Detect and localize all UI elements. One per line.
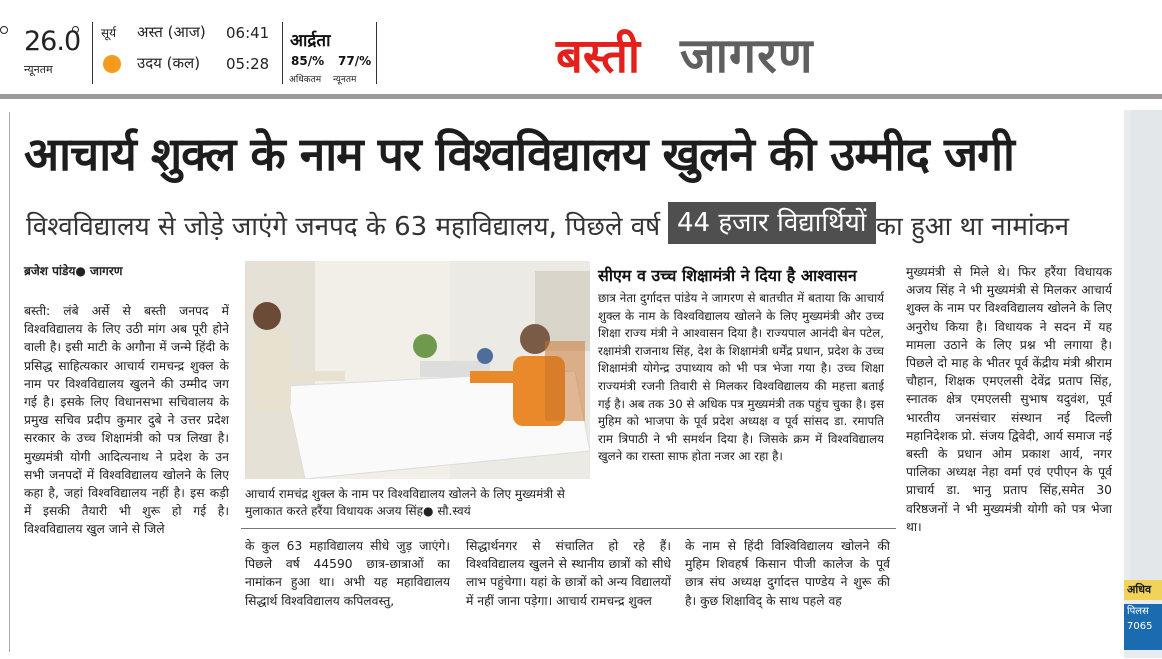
column-1 — [24, 302, 229, 642]
degree-icon — [72, 26, 79, 33]
sunset-label: अस्त (आज) — [137, 23, 206, 41]
column-5 — [906, 263, 1112, 643]
subheadline-highlight: 44 हजार विद्यार्थियों — [668, 202, 876, 244]
adjacent-ad-text: पिलस — [1127, 606, 1149, 617]
degree-icon — [0, 26, 8, 34]
humidity-min-label: न्यूनतम — [333, 75, 357, 85]
article-photo — [245, 261, 590, 479]
humidity-max: 85/% — [291, 54, 325, 68]
adjacent-photo — [1130, 110, 1162, 580]
sunrise-time: 05:28 — [226, 55, 270, 73]
left-margin-line — [0, 112, 10, 652]
headline: आचार्य शुक्ल के नाम पर विश्वविद्यालय खुलने की उम्मीद जगी — [24, 127, 1014, 181]
photo-caption: आचार्य रामचंद्र शुक्ल के नाम पर विश्वविद्यालय खोलने के लिए मुख्यमंत्री से मुलाकात करते हरैंया विधायक अजय सिंह● सौ.स्वयं — [245, 487, 565, 518]
column-4 — [685, 537, 890, 647]
humidity-max-label: अधिकतम — [289, 75, 322, 85]
column-5-text: मुख्यमंत्री से मिले थे। फिर हरैंया विधायक अजय सिंह ने भी मुख्यमंत्री से मिलकर आचार्य शुक्ल के नाम पर विश्वविद्यालय खोलने के लिए अनुरोध किया है। विधायक ने सदन में यह मामला उठाने के लिए प्रश्न भी लगाया है। पिछले दो माह के भीतर पूर्व केंद्रीय मंत्री श्रीराम चौहान, शिक्षक एमएलसी देवेंद्र प्रताप सिंह, स्नातक क्षेत्र एमएलसी सुभाष यदुवंश, पूर्व भारतीय जनसंचार संस्थान नई दिल्ली महानिदेशक प्रो. संजय द्विवेदी, आर्य समाज नई बस्ती के प्रधान ओम प्रकाश आर्य, नगर पालिका अध्यक्ष नेहा वर्मा एवं एपीएन के पूर्व प्राचार्य डा. भानु प्रताप सिंह,समेत 30 वरिष्ठजनों ने भी मुख्यमंत्री योगी को पत्र भेजा था। — [906, 265, 1112, 534]
min-temp-label: न्यूनतम — [24, 63, 53, 76]
adjacent-label: अधिव — [1124, 580, 1162, 600]
subheadline-before: विश्वविद्यालय से जोड़े जाएंगे जनपद के 63 महाविद्यालय, पिछले वर्ष — [26, 212, 661, 242]
masthead-brand-red: बस्ती — [556, 29, 641, 84]
sun-label: सूर्य — [101, 26, 117, 40]
masthead-brand-grey: जागरण — [680, 28, 814, 84]
column-rule — [241, 528, 896, 529]
sun-icon — [103, 55, 121, 73]
column-3 — [466, 537, 671, 647]
column-2-text: के कुल 63 महाविद्यालय सीधे जुड़ जाएंगे। पिछले वर्ष 44590 छात्र-छात्राओं का नामांकन हुआ था। अभी यह महाविद्यालय सिद्धार्थ विश्वविद्यालय कपिलवस्तु, — [245, 539, 450, 608]
column-1-text: बस्ती: लंबे अर्से से बस्ती जनपद में विश्वविद्यालय के लिए उठी मांग अब पूरी होने वाली है। इसी माटी के अगौना में जन्मे हिंदी के प्रसिद्ध साहित्यकार आचार्य रामचन्द्र शुक्ल के नाम पर विश्वविद्यालय खुलने की उम्मीद जग गई है। इसके लिए विधानसभा सचिवालय के प्रमुख सचिव प्रदीप कुमार दुबे ने उत्तर प्रदेश सरकार के उच्च शिक्षामंत्री को पत्र लिखा है। मुख्यमंत्री योगी आदित्यनाथ ने प्रदेश के उन सभी जनपदों में विश्वविद्यालय खोलने के लिए कहा है, जहां विश्वविद्यालय नहीं है। इस कड़ी में इसकी तैयारी भी शुरू हो गई है। विश्वविद्यालय खुल जाने से जिले — [24, 304, 229, 537]
box-story — [598, 290, 884, 522]
adjacent-ad — [1124, 604, 1162, 650]
weather-header — [0, 0, 1162, 96]
divider — [282, 22, 283, 84]
sunrise-label: उदय (कल) — [137, 54, 201, 72]
meeting-photo-illustration — [245, 261, 590, 479]
humidity-title: आर्द्रता — [290, 31, 331, 51]
subheadline-after: का हुआ था नामांकन — [876, 212, 1070, 242]
column-2 — [245, 537, 450, 647]
sunset-time: 06:41 — [226, 24, 270, 42]
box-headline: सीएम व उच्च शिक्षामंत्री ने दिया है आश्वासन — [598, 266, 857, 285]
box-story-text: छात्र नेता दुर्गादत्त पांडेय ने जागरण से बातचीत में बताया कि आचार्य शुक्ल के नाम के विश्वविद्यालय खोलने के लिए मुख्यमंत्री और उच्च शिक्षा राज्य मंत्री ने आश्वासन दिया है। राज्यपाल आनंदी बेन पटेल, रक्षामंत्री राजनाथ सिंह, देश के शिक्षामंत्री धर्मेंद्र प्रधान, प्रदेश के उच्च शिक्षामंत्री योगेन्द्र उपाध्याय को भी पत्र भेजा गया है। उच्च शिक्षा राज्यमंत्री रजनी तिवारी से मिलकर विश्वविद्यालय की महत्ता बताई गई है। अब तक 30 से अधिक पत्र मुख्यमंत्री तक पहुंच चुका है। इस मुहिम को भाजपा के पूर्व प्रदेश अध्यक्ष व पूर्व सांसद डा. रमापति राम त्रिपाठी ने भी समर्थन दिया है। जिसके क्रम में विश्वविद्यालय खुलने का रास्ता साफ होता नजर आ रहा है। — [598, 291, 884, 464]
adjacent-ad-number: 7065 — [1127, 621, 1153, 632]
max-temperature: 26.0 — [24, 26, 81, 57]
adjacent-article-edge — [1124, 110, 1162, 658]
masthead-rule — [0, 94, 1162, 99]
divider — [92, 22, 93, 84]
humidity-min: 77/% — [338, 54, 372, 68]
column-4-text: के नाम से हिंदी विश्विविद्यालय खोलने की मुहिम शिवहर्ष किसान पीजी कालेज के पूर्व छात्र संघ अध्यक्ष दुर्गादत्त पाण्डेय ने शुरू की है। कुछ शिक्षाविद् के साथ पहले वह — [685, 539, 890, 608]
divider — [376, 22, 377, 84]
byline: ब्रजेश पांडेय● जागरण — [24, 264, 123, 278]
column-3-text: सिद्धार्थनगर से संचालित हो रहे हैं। विश्वविद्यालय खुलने से स्थानीय छात्रों को सीधे लाभ पहुंचेगा। यहां के छात्रों को अन्य विद्यालयों में नहीं जाना पड़ेगा। आचार्य रामचन्द्र शुक्ल — [466, 539, 671, 608]
